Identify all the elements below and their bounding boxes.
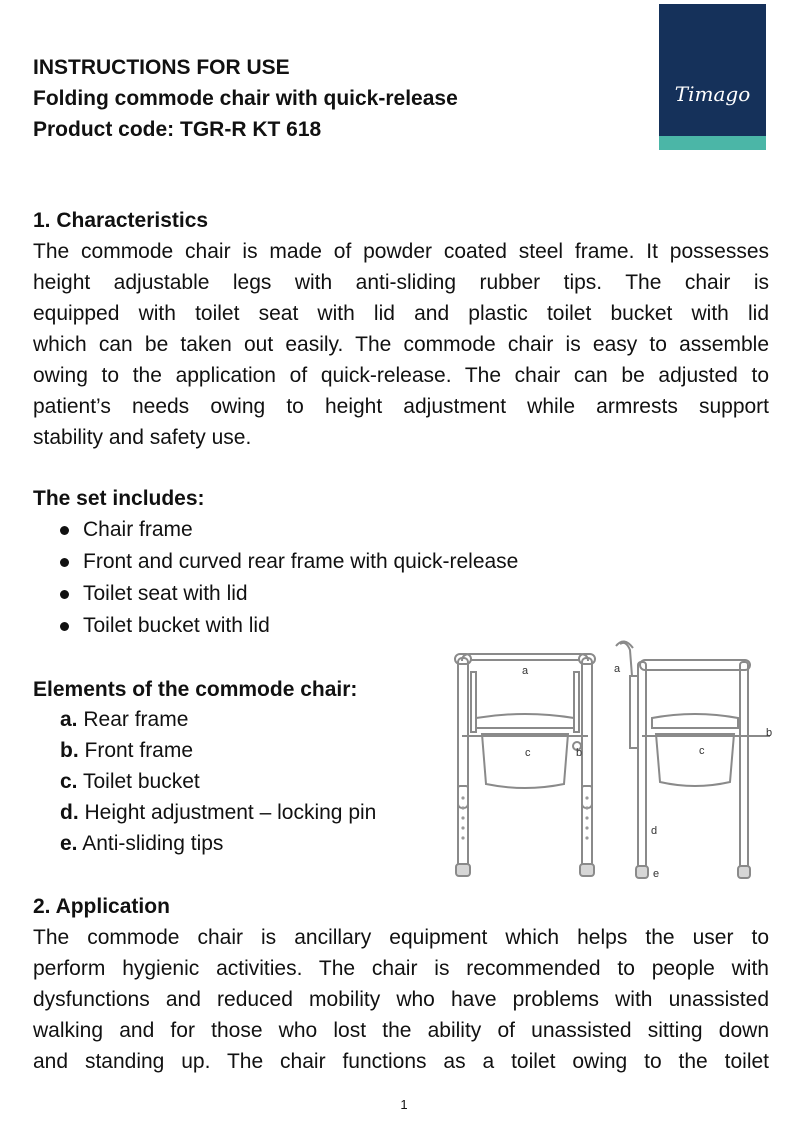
characteristics-paragraph — [33, 236, 769, 453]
application-paragraph — [33, 922, 769, 1077]
logo-accent-strip — [659, 136, 766, 150]
logo-text: Timago — [674, 82, 751, 106]
elements-list — [60, 704, 376, 859]
list-item — [60, 766, 376, 797]
label-e-side: e — [653, 868, 660, 880]
list-item — [60, 735, 376, 766]
set-includes-heading: The set includes: — [33, 487, 205, 510]
set-includes-list — [60, 514, 518, 642]
label-d-side: d — [651, 825, 658, 837]
commode-chair-diagram — [440, 636, 780, 886]
section-heading-application: 2. Application — [33, 895, 170, 918]
element-text: Height adjustment – locking pin — [78, 801, 377, 824]
label-b-front: b — [576, 747, 583, 759]
label-a-side: a — [614, 663, 621, 675]
element-key: b. — [60, 739, 79, 762]
list-item: Front and curved rear frame with quick-release — [60, 546, 518, 578]
paragraph-line: walking and for those who lost the ability of unassisted sitting down — [33, 1019, 769, 1042]
paragraph-line: which can be taken out easily. The commode chair is easy to assemble — [33, 333, 769, 356]
elements-heading: Elements of the commode chair: — [33, 678, 358, 701]
paragraph-line: and standing up. The chair functions as a toilet owing to the toilet — [33, 1050, 769, 1073]
element-text: Anti-sliding tips — [77, 832, 224, 855]
list-item: Toilet seat with lid — [60, 578, 518, 610]
element-key: d. — [60, 801, 79, 824]
paragraph-line: stability and safety use. — [33, 426, 252, 449]
section-heading-characteristics: 1. Characteristics — [33, 209, 209, 232]
list-item: Toilet bucket with lid — [60, 610, 518, 642]
header-title: INSTRUCTIONS FOR USE — [33, 56, 290, 79]
label-a-front: a — [522, 665, 529, 677]
front-view-drawing — [455, 654, 595, 876]
paragraph-line: equipped with toilet seat with lid and plastic toilet bucket with lid — [33, 302, 769, 325]
list-item — [60, 828, 376, 859]
list-item: Chair frame — [60, 514, 518, 546]
element-key: e. — [60, 832, 78, 855]
paragraph-line: perform hygienic activities. The chair is recommended to people with — [33, 957, 769, 980]
element-text: Front frame — [78, 739, 194, 762]
brand-logo — [659, 4, 766, 150]
paragraph-line: height adjustable legs with anti-sliding rubber tips. The chair is — [33, 271, 769, 294]
header-product-code: Product code: TGR-R KT 618 — [33, 118, 322, 141]
paragraph-line: The commode chair is made of powder coated steel frame. It possesses — [33, 240, 769, 263]
list-item — [60, 797, 376, 828]
side-view-drawing — [616, 641, 773, 878]
label-b-side: b — [766, 727, 773, 739]
element-key: c. — [60, 770, 78, 793]
element-text: Rear frame — [77, 708, 189, 731]
label-c-side: c — [699, 745, 705, 757]
document-header — [33, 52, 458, 145]
header-product-name: Folding commode chair with quick-release — [33, 87, 458, 110]
page-number: 1 — [400, 1097, 408, 1112]
paragraph-line: dysfunctions and reduced mobility who have problems with unassisted — [33, 988, 769, 1011]
list-item — [60, 704, 376, 735]
paragraph-line: patient’s needs owing to height adjustment while armrests support — [33, 395, 769, 418]
element-key: a. — [60, 708, 78, 731]
paragraph-line: The commode chair is ancillary equipment which helps the user to — [33, 926, 769, 949]
paragraph-line: owing to the application of quick-release. The chair can be adjusted to — [33, 364, 769, 387]
label-c-front: c — [525, 747, 531, 759]
element-text: Toilet bucket — [77, 770, 200, 793]
